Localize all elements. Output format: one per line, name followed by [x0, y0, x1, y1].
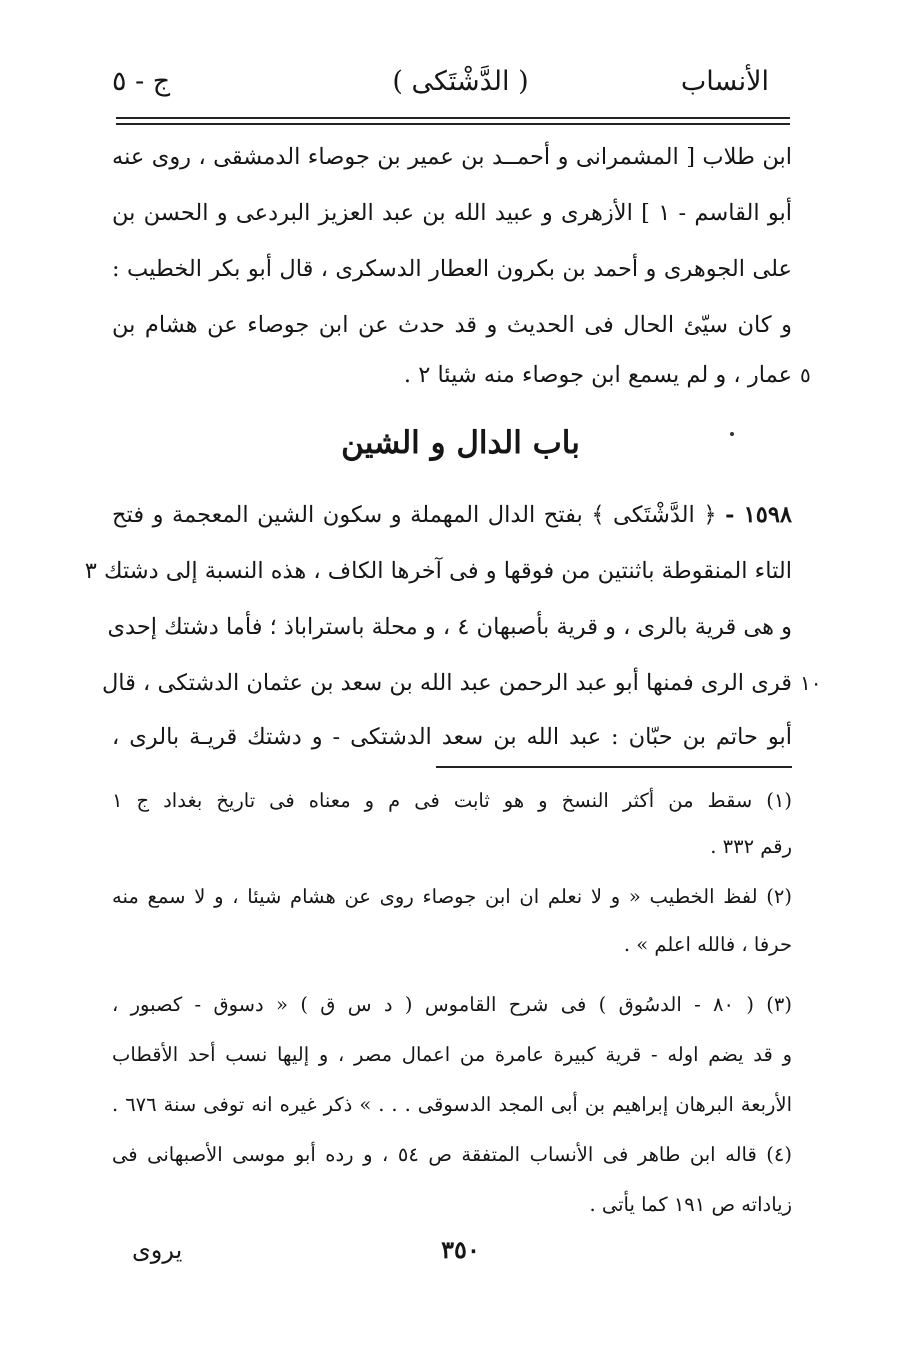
- line-number-5: ٥: [800, 363, 811, 387]
- entry-line-4: قرى الرى فمنها أبو عبد الرحمن عبد الله بن سعد بن عثمان الدشتكى ، قال: [101, 670, 792, 696]
- footnote-1-line-2: رقم ٣٣٢ .: [710, 835, 792, 858]
- volume-indicator: ج - ٥: [112, 66, 171, 97]
- header-rule-bottom: [116, 123, 790, 125]
- footnote-2-line-1: (٢) لفظ الخطيب « و لا نعلم ان ابن جوصاء روى عن هشام شيئا ، و لا سمع منه: [112, 885, 792, 908]
- header-rule-top: [116, 117, 790, 119]
- catchword: يروى: [132, 1236, 183, 1264]
- page-number: ٣٥٠: [441, 1235, 480, 1264]
- footnote-4-line-1: (٤) قاله ابن طاهر فى الأنساب المتفقة ص ٥٤ ، و رده أبو موسى الأصبهانى فى: [112, 1143, 792, 1166]
- entry-number: ١٥٩٨ -: [725, 502, 793, 528]
- body-line-4: و كان سيّئ الحال فى الحديث و قد حدث عن ابن جوصاء عن هشام بن: [112, 312, 792, 338]
- line-number-10: ١٠: [800, 671, 822, 695]
- footnote-3-line-1: (٣) ( ٨٠ - الدسُوق ) فى شرح القاموس ( د س ق ) « دسوق - كصبور ،: [112, 993, 792, 1016]
- body-line-1: ابن طلاب [ المشمرانى و أحمــد بن عمير بن جوصاء الدمشقى ، روى عنه: [112, 144, 792, 170]
- entry-line-5: أبو حاتم بن حبّان : عبد الله بن سعد الدشتكى - و دشتك قريـة بالرى ،: [112, 724, 792, 750]
- footnote-1-line-1: (١) سقط من أكثر النسخ و هو ثابت فى م و معناه فى تاريخ بغداد ج ١: [112, 789, 792, 812]
- entry-line-1-text: ﴿ الدَّشْتَكى ﴾ بفتح الدال المهملة و سكون الشين المعجمة و فتح: [112, 502, 717, 528]
- running-title: الأنساب: [680, 66, 769, 97]
- entry-line-2: التاء المنقوطة باثنتين من فوقها و فى آخرها الكاف ، هذه النسبة إلى دشتك ٣: [84, 558, 792, 584]
- footnote-2-line-2: حرفا ، فالله اعلم » .: [623, 933, 792, 956]
- body-line-2: أبو القاسم - ١ ] الأزهرى و عبيد الله بن عبد العزيز البردعى و الحسن بن: [112, 200, 792, 226]
- section-title: ( الدَّشْتَكى ): [392, 66, 529, 97]
- footnote-4-line-2: زياداته ص ١٩١ كما يأتى .: [589, 1193, 792, 1216]
- entry-line-3: و هى قرية بالرى ، و قرية بأصبهان ٤ ، و محلة باستراباذ ؛ فأما دشتك إحدى: [107, 614, 792, 640]
- body-line-5: عمار ، و لم يسمع ابن جوصاء منه شيئا ٢ .: [403, 362, 792, 388]
- entry-line-1: [112, 486, 792, 544]
- body-line-3: على الجوهرى و أحمد بن بكرون العطار الدسكرى ، قال أبو بكر الخطيب :: [112, 256, 792, 282]
- section-heading: باب الدال و الشين: [341, 425, 580, 461]
- footnote-3-line-2: و قد يضم اوله - قرية كبيرة عامرة من اعمال مصر ، و إليها نسب أحد الأقطاب: [112, 1043, 792, 1066]
- footnote-rule: [436, 766, 792, 768]
- footnote-3-line-3: الأربعة البرهان إبراهيم بن أبى المجد الدسوقى . . . » ذكر غيره انه توفى سنة ٦٧٦ .: [112, 1093, 792, 1116]
